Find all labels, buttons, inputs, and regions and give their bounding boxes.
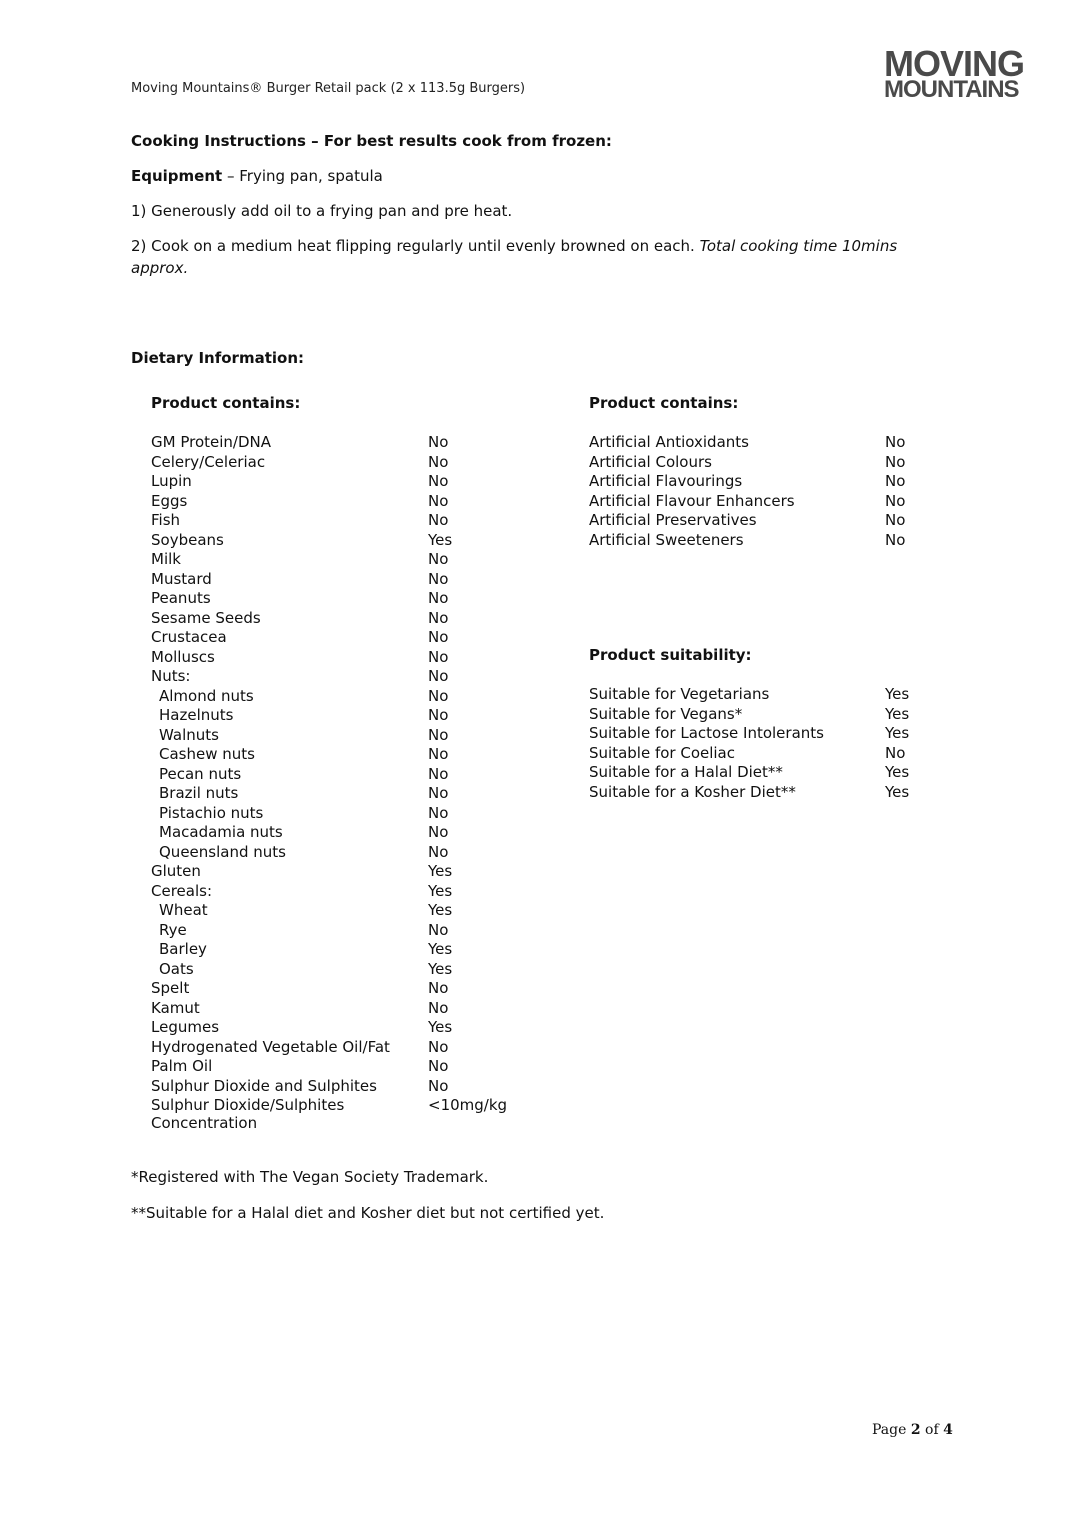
- item-label: GM Protein/DNA: [151, 433, 271, 451]
- suitability-row: [589, 763, 929, 783]
- allergen-row: [151, 609, 551, 629]
- allergen-row: [151, 1077, 551, 1097]
- item-value: No: [885, 491, 906, 510]
- allergen-row: [151, 706, 551, 726]
- item-value: Yes: [885, 685, 910, 703]
- item-label: Legumes: [151, 1018, 220, 1036]
- allergen-row: [151, 940, 551, 960]
- allergen-row: [151, 804, 551, 824]
- item-label: Gluten: [151, 862, 201, 880]
- item-value: No: [885, 452, 906, 471]
- item-label: Sulphur Dioxide and Sulphites: [151, 1076, 377, 1095]
- item-value: No: [428, 550, 449, 568]
- item-value: No: [885, 530, 906, 549]
- item-value: No: [428, 433, 449, 451]
- item-label: Lupin: [151, 472, 192, 490]
- item-label: Pistachio nuts: [159, 803, 264, 822]
- item-value: Yes: [428, 1018, 453, 1036]
- page-of: of: [920, 1422, 944, 1438]
- item-value: No: [428, 686, 449, 705]
- item-label: Suitable for a Halal Diet**: [589, 763, 783, 781]
- allergen-row: [151, 550, 551, 570]
- allergen-list: [151, 433, 551, 1116]
- item-label: Almond nuts: [159, 686, 254, 705]
- item-value: Yes: [885, 782, 910, 801]
- item-label: Suitable for Vegetarians: [589, 685, 770, 703]
- suitability-row: [589, 783, 929, 803]
- suitability-row: [589, 685, 929, 705]
- item-value: No: [428, 842, 449, 861]
- item-value: Yes: [885, 704, 910, 723]
- item-label: Milk: [151, 550, 181, 568]
- item-value: Yes: [428, 862, 453, 880]
- item-value: No: [428, 628, 449, 646]
- item-label: Spelt: [151, 979, 190, 997]
- allergen-row: [151, 979, 551, 999]
- item-value: No: [428, 472, 449, 490]
- allergen-row: [151, 1096, 551, 1116]
- left-column-title: Product contains:: [151, 394, 301, 412]
- item-value: No: [885, 472, 906, 490]
- item-value: No: [885, 743, 906, 762]
- allergen-row: [151, 1057, 551, 1077]
- item-value: No: [885, 433, 906, 451]
- item-value: No: [428, 745, 449, 763]
- dietary-title: Dietary Information:: [131, 349, 304, 367]
- allergen-row: [151, 823, 551, 843]
- item-value: No: [428, 784, 449, 802]
- allergen-row: [151, 687, 551, 707]
- suitability-row: [589, 744, 929, 764]
- item-label: Macadamia nuts: [159, 823, 283, 841]
- item-label: Suitable for Lactose Intolerants: [589, 724, 824, 742]
- item-label: Molluscs: [151, 647, 215, 666]
- footnote-vegan: *Registered with The Vegan Society Trademark.: [131, 1168, 489, 1186]
- item-label: Sulphur Dioxide/Sulphites: [151, 1096, 345, 1114]
- item-value: No: [428, 667, 449, 685]
- item-value: No: [428, 452, 449, 471]
- item-label: Cashew nuts: [159, 745, 255, 763]
- page-prefix: Page: [872, 1422, 911, 1438]
- page-current: 2: [910, 1422, 921, 1438]
- step-2-text: 2) Cook on a medium heat flipping regularly until evenly browned on each.: [131, 237, 700, 255]
- allergen-row: [151, 921, 551, 941]
- additive-row: [589, 433, 929, 453]
- allergen-row: [151, 901, 551, 921]
- item-label: Peanuts: [151, 589, 211, 607]
- item-label: Suitable for Vegans*: [589, 704, 743, 723]
- item-value: No: [428, 491, 449, 510]
- item-label: Sesame Seeds: [151, 608, 261, 627]
- item-value: No: [428, 803, 449, 822]
- item-label: Oats: [159, 959, 194, 978]
- additive-row: [589, 531, 929, 551]
- item-value: No: [428, 725, 449, 744]
- allergen-row: [151, 1018, 551, 1038]
- item-label: Celery/Celeriac: [151, 452, 266, 471]
- suitability-row: [589, 705, 929, 725]
- allergen-row: [151, 453, 551, 473]
- right-column-title: Product contains:: [589, 394, 739, 412]
- item-value: <10mg/kg: [428, 1096, 508, 1114]
- item-value: No: [428, 998, 449, 1017]
- item-label: Soybeans: [151, 530, 224, 549]
- item-value: No: [428, 1057, 449, 1075]
- cooking-step-1: 1) Generously add oil to a frying pan and pre heat.: [131, 202, 513, 220]
- item-value: No: [428, 706, 449, 724]
- item-value: No: [428, 1037, 449, 1056]
- allergen-row: [151, 843, 551, 863]
- item-value: Yes: [428, 530, 453, 549]
- equipment-line: [131, 165, 931, 187]
- allergen-row: [151, 1038, 551, 1058]
- item-value: No: [885, 511, 906, 529]
- item-value: No: [428, 823, 449, 841]
- page-total: 4: [943, 1422, 953, 1438]
- item-value: Yes: [428, 901, 453, 919]
- allergen-row: [151, 589, 551, 609]
- item-value: No: [428, 979, 449, 997]
- allergen-row: [151, 511, 551, 531]
- additive-row: [589, 453, 929, 473]
- logo-line-2: MOUNTAINS: [884, 76, 1019, 103]
- item-value: No: [428, 647, 449, 666]
- brand-logo: [884, 43, 1049, 106]
- allergen-row: [151, 745, 551, 765]
- allergen-row: [151, 472, 551, 492]
- item-label: Hydrogenated Vegetable Oil/Fat: [151, 1037, 390, 1056]
- item-value: No: [428, 608, 449, 627]
- additive-row: [589, 511, 929, 531]
- allergen-row: [151, 882, 551, 902]
- item-label: Palm Oil: [151, 1057, 213, 1075]
- suitability-title: Product suitability:: [589, 646, 752, 664]
- cooking-step-2: [131, 235, 931, 279]
- additive-row: [589, 472, 929, 492]
- additives-list: [589, 433, 929, 550]
- additive-row: [589, 492, 929, 512]
- item-value: No: [428, 569, 449, 588]
- item-label: Walnuts: [159, 725, 219, 744]
- allergen-row: [151, 999, 551, 1019]
- logo-line-1: MOVING: [884, 43, 1025, 84]
- suitability-row: [589, 724, 929, 744]
- equipment-text: – Frying pan, spatula: [222, 167, 383, 185]
- allergen-row: [151, 784, 551, 804]
- allergen-row: [151, 960, 551, 980]
- item-label: Mustard: [151, 569, 212, 588]
- page-number: [872, 1422, 953, 1438]
- item-label: Crustacea: [151, 628, 227, 646]
- item-label: Hazelnuts: [159, 706, 234, 724]
- allergen-row: [151, 726, 551, 746]
- item-label: Brazil nuts: [159, 784, 239, 802]
- step-2-italic: Total cooking time 10mins approx.: [131, 237, 898, 277]
- item-label: Artificial Flavourings: [589, 472, 743, 490]
- allergen-row: [151, 667, 551, 687]
- cooking-heading: Cooking Instructions – For best results cook from frozen:: [131, 132, 612, 150]
- item-value: Yes: [885, 763, 910, 781]
- allergen-row: [151, 433, 551, 453]
- item-label: Artificial Flavour Enhancers: [589, 491, 795, 510]
- allergen-row: [151, 570, 551, 590]
- allergen-row: [151, 628, 551, 648]
- item-value: Yes: [428, 959, 453, 978]
- allergen-row: [151, 531, 551, 551]
- item-value: No: [428, 764, 449, 783]
- item-label: Suitable for a Kosher Diet**: [589, 782, 796, 801]
- item-label: Rye: [159, 920, 187, 939]
- allergen-row: [151, 648, 551, 668]
- item-label: Fish: [151, 511, 181, 529]
- item-label: Pecan nuts: [159, 764, 242, 783]
- suitability-list: [589, 685, 929, 802]
- item-label: Barley: [159, 940, 207, 958]
- allergen-row: [151, 765, 551, 785]
- item-label: Wheat: [159, 901, 208, 919]
- item-label: Queensland nuts: [159, 842, 286, 861]
- item-label: Artificial Sweeteners: [589, 530, 744, 549]
- item-label: Kamut: [151, 998, 200, 1017]
- item-label: Eggs: [151, 491, 188, 510]
- item-label: Artificial Colours: [589, 452, 712, 471]
- equipment-label: Equipment: [131, 167, 223, 185]
- item-value: No: [428, 589, 449, 607]
- item-label: Nuts:: [151, 667, 191, 685]
- concentration-line: Concentration: [151, 1114, 258, 1132]
- item-value: Yes: [428, 940, 453, 958]
- allergen-row: [151, 492, 551, 512]
- document-header: Moving Mountains® Burger Retail pack (2 x 113.5g Burgers): [131, 81, 526, 96]
- item-value: No: [428, 511, 449, 529]
- item-label: Cereals:: [151, 881, 212, 900]
- allergen-row: [151, 862, 551, 882]
- item-value: No: [428, 1076, 449, 1095]
- item-label: Artificial Preservatives: [589, 511, 757, 529]
- footnote-halal-kosher: **Suitable for a Halal diet and Kosher diet but not certified yet.: [131, 1204, 605, 1222]
- item-label: Suitable for Coeliac: [589, 743, 736, 762]
- item-label: Artificial Antioxidants: [589, 433, 749, 451]
- item-value: Yes: [428, 881, 453, 900]
- item-value: Yes: [885, 724, 910, 742]
- item-value: No: [428, 920, 449, 939]
